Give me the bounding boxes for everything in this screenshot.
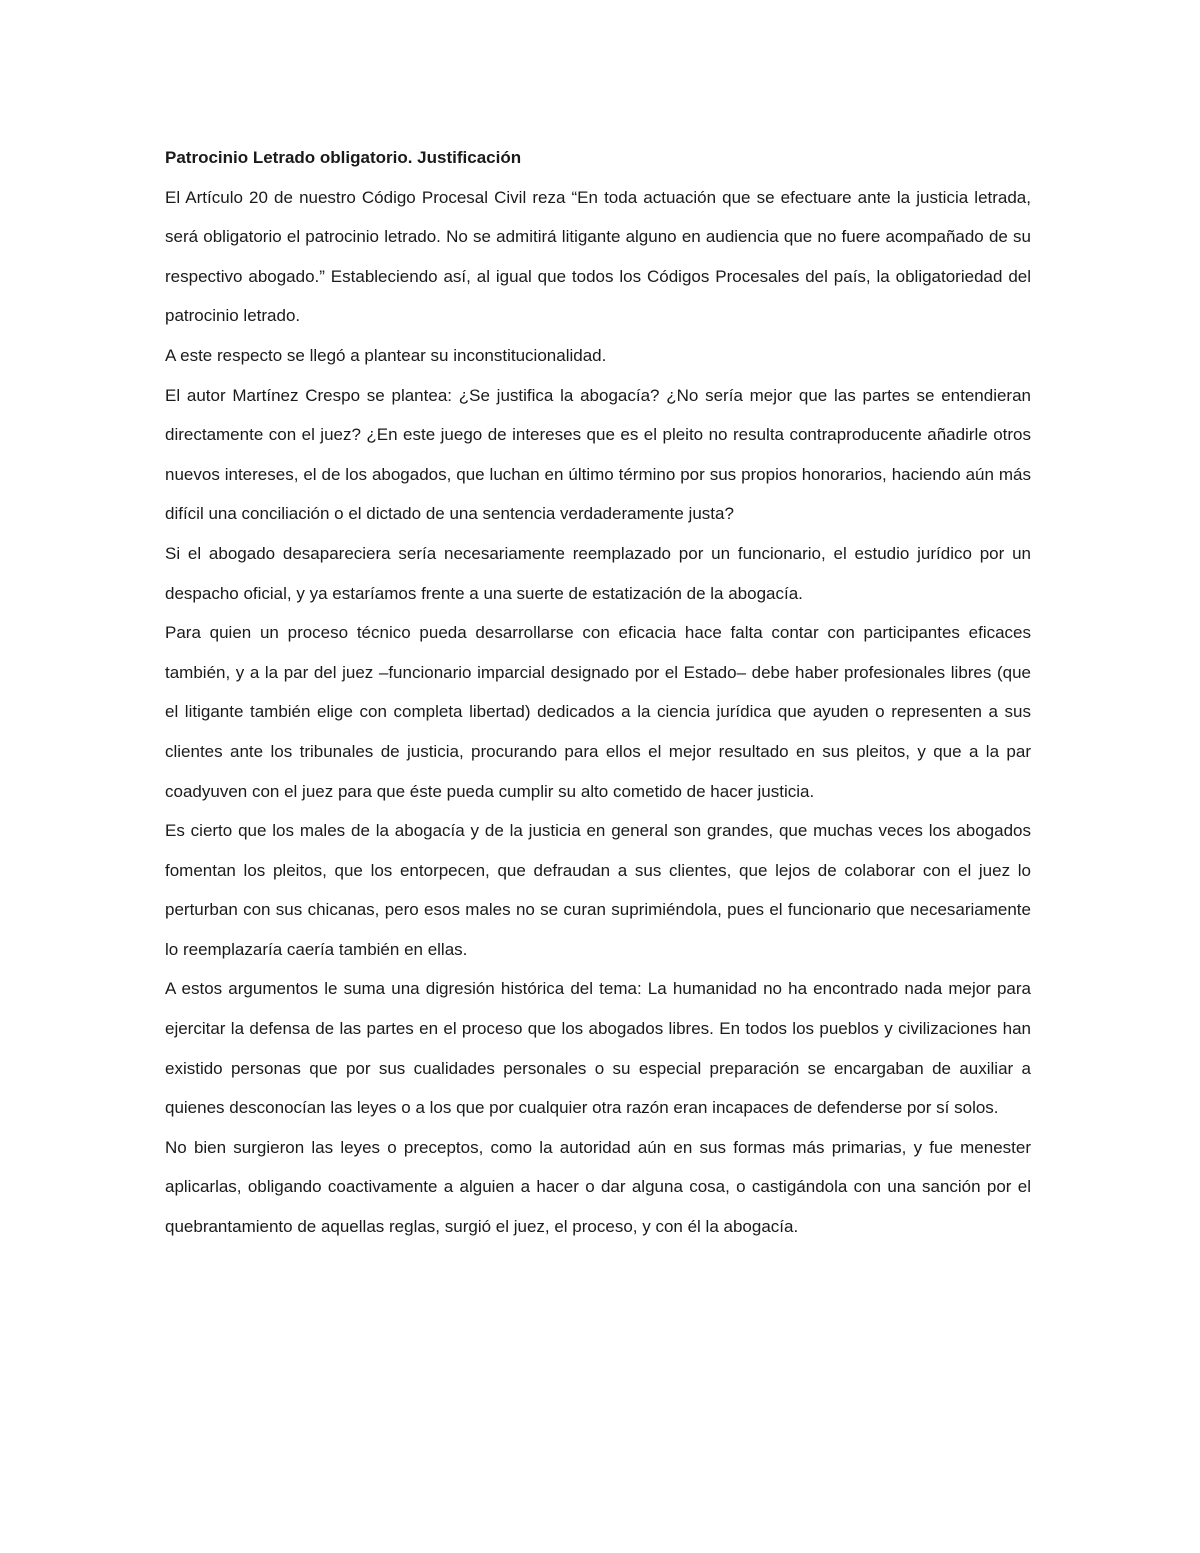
paragraph-martinez-crespo: El autor Martínez Crespo se plantea: ¿Se justifica la abogacía? ¿No sería mejor que las partes se entendieran directamente con el juez? ¿En este juego de intereses que es el pleito no resulta contraproducente añadirle otros nuevos intereses, el de los abogados, que luchan en último término por sus propios honorarios, haciendo aún más difícil una conciliación o el dictado de una sentencia verdaderamente justa?: [165, 385, 1031, 524]
paragraph-digresion-historica: A estos argumentos le suma una digresión histórica del tema: La humanidad no ha encontrado nada mejor para ejercitar la defensa de las partes en el proceso que los abogados libres. En todos los pueblos y civilizaciones han existido personas que por sus cualidades personales o su especial preparación se encargaban de auxiliar a quienes desconocían las leyes o a los que por cualquier otra razón eran incapaces de defenderse por sí solos.: [165, 979, 1031, 1118]
document-title: Patrocinio Letrado obligatorio. Justificación: [165, 148, 522, 167]
paragraph-proceso-tecnico: Para quien un proceso técnico pueda desarrollarse con eficacia hace falta contar con participantes eficaces también, y a la par del juez –funcionario imparcial designado por el Estado– debe haber profesionales libres (que el litigante también elige con completa libertad) dedicados a la ciencia jurídica que ayuden o representen a sus clientes ante los tribunales de justicia, procurando para ellos el mejor resultado en sus pleitos, y que a la par coadyuven con el juez para que éste pueda cumplir su alto cometido de hacer justicia.: [165, 623, 1031, 801]
document-body: [165, 138, 1031, 1247]
paragraph-inconstitucionalidad: A este respecto se llegó a plantear su inconstitucionalidad.: [165, 345, 607, 365]
paragraph-abogado-desapareciera: Si el abogado desapareciera sería necesariamente reemplazado por un funcionario, el estudio jurídico por un despacho oficial, y ya estaríamos frente a una suerte de estatización de la abogacía.: [165, 543, 1031, 603]
paragraph-leyes-preceptos: No bien surgieron las leyes o preceptos, como la autoridad aún en sus formas más primarias, y fue menester aplicarlas, obligando coactivamente a alguien a hacer o dar alguna cosa, o castigándola con una sanción por el quebrantamiento de aquellas reglas, surgió el juez, el proceso, y con él la abogacía.: [165, 1137, 1031, 1237]
paragraph-males-abogacia: Es cierto que los males de la abogacía y de la justicia en general son grandes, que muchas veces los abogados fomentan los pleitos, que los entorpecen, que defraudan a sus clientes, que lejos de colaborar con el juez lo perturban con sus chicanas, pero esos males no se curan suprimiéndola, pues el funcionario que necesariamente lo reemplazaría caería también en ellas.: [165, 821, 1031, 959]
paragraph-article-20: El Artículo 20 de nuestro Código Procesal Civil reza “En toda actuación que se efectuare ante la justicia letrada, será obligatorio el patrocinio letrado. No se admitirá litigante alguno en audiencia que no fuere acompañado de su respectivo abogado.” Estableciendo así, al igual que todos los Códigos Procesales del país, la obligatoriedad del patrocinio letrado.: [165, 187, 1031, 326]
